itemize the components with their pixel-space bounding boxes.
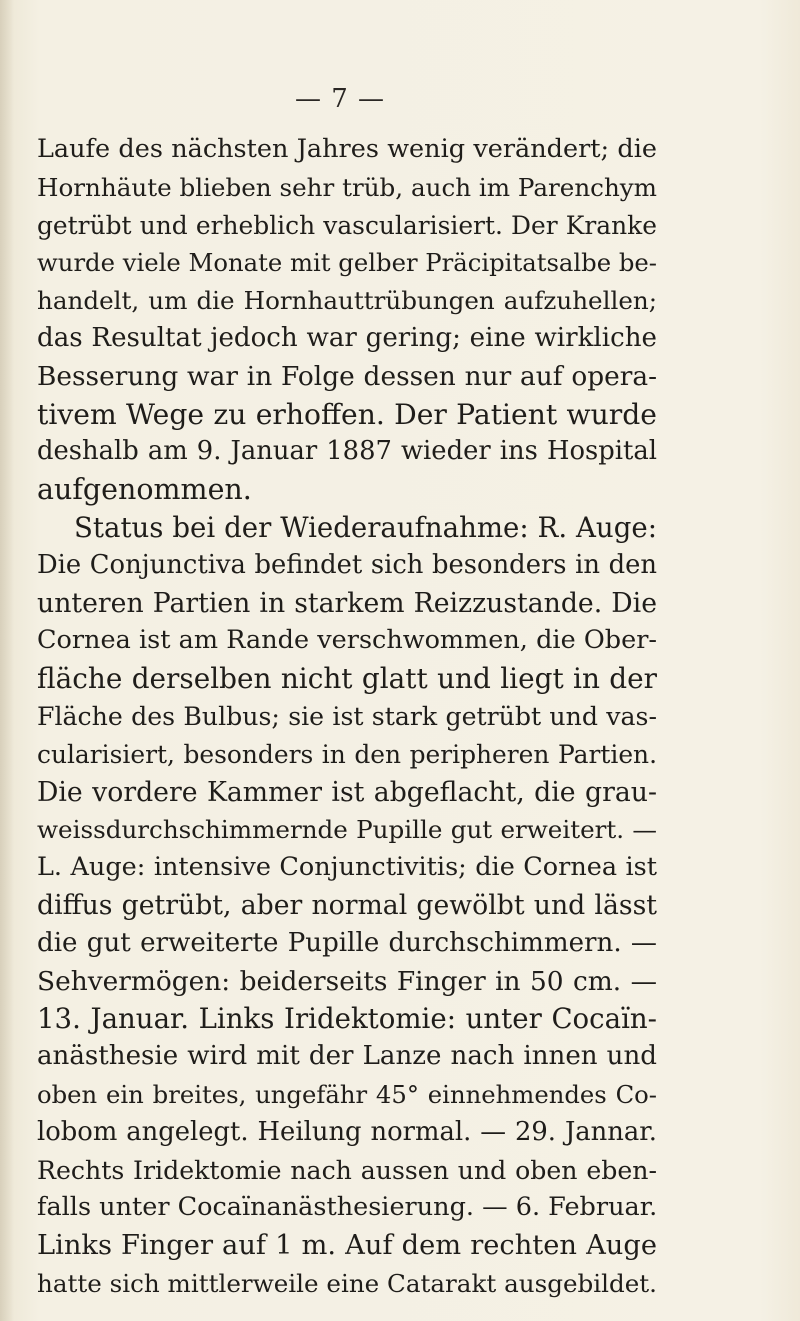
- text-line: wurde viele Monate mit gelber Präcipitatsalbe be-: [37, 248, 657, 278]
- text-line: weissdurchschimmernde Pupille gut erweitert. —: [37, 815, 657, 845]
- text-line: Links Finger auf 1 m. Auf dem rechten Auge: [37, 1230, 657, 1262]
- page-number: — 7 —: [294, 84, 386, 114]
- text-line: falls unter Cocaïnanästhesierung. — 6. Februar.: [37, 1192, 658, 1223]
- text-line: cularisiert, besonders in den peripheren Partien.: [37, 739, 657, 769]
- text-line: handelt, um die Hornhauttrübungen aufzuhellen;: [37, 286, 657, 316]
- text-line: das Resultat jedoch war gering; eine wirkliche: [37, 322, 657, 353]
- text-line: tivem Wege zu erhoffen. Der Patient wurde: [37, 397, 657, 431]
- text-line: deshalb am 9. Januar 1887 wieder ins Hospital: [37, 436, 657, 467]
- text-line: die gut erweiterte Pupille durchschimmern. —: [37, 927, 657, 958]
- text-line: L. Auge: intensive Conjunctivitis; die Cornea ist: [37, 852, 657, 883]
- text-line: Cornea ist am Rande verschwommen, die Ober-: [37, 625, 657, 656]
- text-line: diffus getrübt, aber normal gewölbt und lässt: [37, 889, 657, 921]
- body-text: [37, 131, 657, 1303]
- text-line: 13. Januar. Links Iridektomie: unter Cocaïn-: [37, 1002, 657, 1036]
- text-line: getrübt und erheblich vascularisiert. Der Kranke: [37, 210, 657, 240]
- text-line: Status bei der Wiederaufnahme: R. Auge:: [74, 510, 657, 544]
- text-line: fläche derselben nicht glatt und liegt in der: [37, 662, 657, 696]
- text-line: oben ein breites, ungefähr 45° einnehmendes Co-: [37, 1079, 657, 1109]
- text-line: Hornhäute blieben sehr trüb, auch im Parenchym: [37, 172, 657, 202]
- text-line: Besserung war in Folge dessen nur auf opera-: [37, 360, 657, 392]
- text-line: aufgenommen.: [37, 473, 252, 507]
- text-line: Rechts Iridektomie nach aussen und oben eben-: [37, 1155, 657, 1185]
- text-line: Sehvermögen: beiderseits Finger in 50 cm. —: [37, 965, 657, 997]
- text-line: Fläche des Bulbus; sie ist stark getrübt und vas-: [37, 701, 657, 731]
- text-line: Die Conjunctiva befindet sich besonders in den: [37, 549, 657, 580]
- text-line: unteren Partien in starkem Reizzustande. Die: [37, 587, 657, 619]
- text-line: Laufe des nächsten Jahres wenig verändert; die: [37, 134, 657, 164]
- text-line: hatte sich mittlerweile eine Catarakt ausgebildet.: [37, 1268, 657, 1298]
- page-gutter-shadow: [0, 0, 14, 1321]
- text-line: anästhesie wird mit der Lanze nach innen und: [37, 1041, 657, 1072]
- text-line: lobom angelegt. Heilung normal. — 29. Jannar.: [37, 1116, 657, 1147]
- text-line: Die vordere Kammer ist abgeflacht, die grau-: [37, 776, 657, 808]
